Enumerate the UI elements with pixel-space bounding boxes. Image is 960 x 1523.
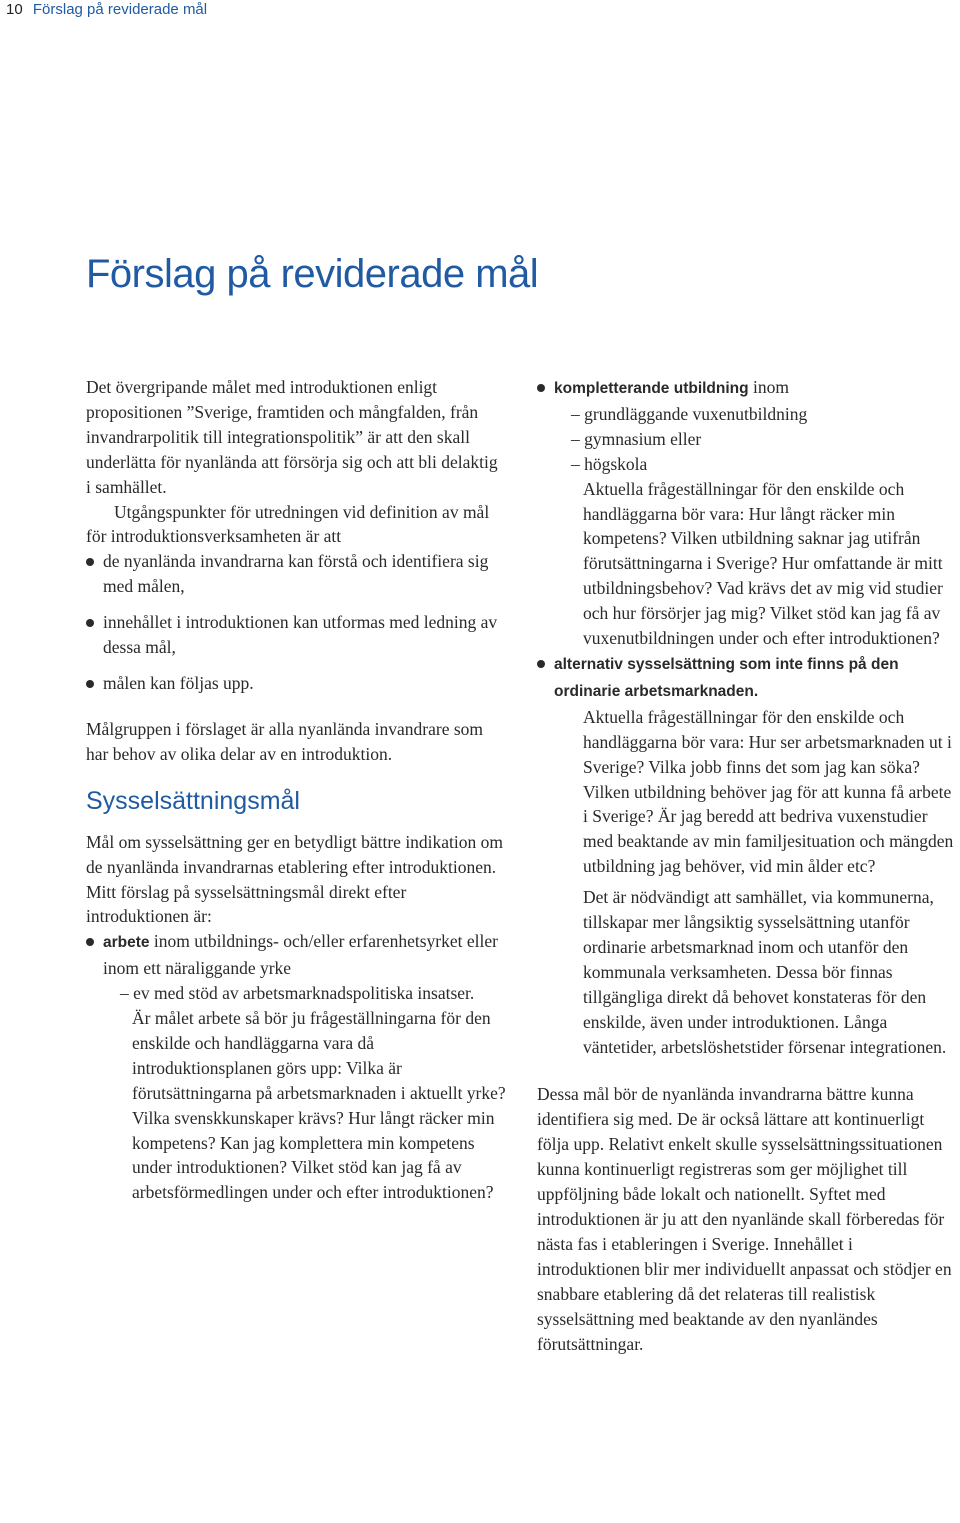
education-dash-item: – gymnasium eller [571,428,702,449]
running-header [6,0,207,22]
education-dash-item: – högskola [571,453,648,474]
list-item: innehållet i introduktionen kan utformas med ledning av dessa mål, [86,610,506,660]
premise-paragraph: Utgångspunkter för utredningen vid definition av mål för introduktionsverksamheten är att [86,501,490,547]
goal-list-continued [537,375,957,1059]
list-item-alternative [537,651,957,1060]
work-label: arbete [103,934,150,952]
education-label: kompletterande utbildning [554,380,749,397]
alternative-necessity: Det är nödvändigt att samhället, via kommunerna, tillskapar mer långsiktig sysselsättning utanför ordinarie arbetsmarknad inom och utanför den kommunala verksamheten. Dessa bör finnas tillgängliga direkt då behovet konstateras för den enskilde, även under introduktionen. Långa väntetider, arbetslöshetstider försenar integrationen. [583,887,947,1057]
list-item-work [86,929,506,1205]
alternative-label: alternativ sysselsättning som inte finns på den ordinarie arbetsmarknaden. [554,655,899,700]
running-title: Förslag på reviderade mål [32,1,208,18]
education-text: inom [748,377,789,397]
premise-list [86,549,506,696]
goal-list [86,929,506,1205]
work-text: inom utbildnings- och/eller erfarenhetsyrket eller inom ett näraliggande yrke [103,931,498,979]
closing-paragraph: Dessa mål bör de nyanlända invandrarna bättre kunna identifiera sig med. De är också lättare att kontinuerligt följa upp. Relativt enkelt skulle sysselsättningssituationen kunna kontinuerligt registreras som ger möjlighet till uppföljning både lokalt och nationellt. Syftet med introduktionen är ju att den nyanlände skall förberedas för nästa fas i etableringen i Sverige. Innehållet i introduktionen blir mer individuellt anpassat och stödjer en snabbare etablering då det relateras till realistisk sysselsättning med beaktande av den nyanländes förutsättningar. [537,1084,952,1354]
education-questions: Aktuella frågeställningar för den enskilde och handläggarna bör vara: Hur långt räcker min kompetens? Vilken utbildning saknar jag utifrån förutsättningarna i Sverige? Hur omfattande är mitt utbildningsbehov? Vad krävs det av mig vid studier och hur försörjer jag mig? Vilket stöd kan jag få av vuxenutbildningen under och efter introduktionen? [583,478,943,649]
page-number: 10 [6,1,23,18]
work-dash-item: – ev med stöd av arbetsmarknadspolitiska insatser. [120,983,475,1004]
intro-paragraph: Det övergripande målet med introduktionen enligt propositionen ”Sverige, framtiden och mångfalden, från invandrarpolitik till integrationspolitik” är att den skall underlätta för nyanlända att försörja sig och att bli delaktig i samhället. [86,377,498,497]
target-group-paragraph: Målgruppen i förslaget är alla nyanlända invandrare som har behov av olika delar av en introduktion. [86,718,484,764]
section-heading: Sysselsättningsmål [86,786,300,815]
left-column [86,375,506,1205]
list-item: målen kan följas upp. [86,671,506,696]
page-title: Förslag på reviderade mål [86,252,539,296]
right-column [537,375,957,1356]
list-item: de nyanlända invandrarna kan förstå och identifiera sig med målen, [86,549,506,599]
work-questions: Är målet arbete så bör ju frågeställningarna för den enskilde och handläggarna vara då introduktionsplanen görs upp: Vilka är förutsättningarna på arbetsmarknaden i aktuellt yrke? Vilka svenskkunskaper krävs? Hur långt räcker min kompetens? Kan jag komplettera min kompetens under introduktionen? Vilket stöd kan jag få av arbetsförmedlingen under och efter introduktionen? [132,1008,506,1203]
list-item-education [537,375,957,651]
education-dash-item: – grundläggande vuxenutbildning [571,403,808,424]
section-intro-paragraph: Mål om sysselsättning ger en betydligt bättre indikation om de nyanlända invandrarnas etablering efter introduktionen. Mitt förslag på sysselsättningsmål direkt efter introduktionen är: [86,831,504,927]
alternative-questions: Aktuella frågeställningar för den enskilde och handläggarna bör vara: Hur ser arbetsmarknaden ut i Sverige? Vilka jobb finns det som jag kan söka? Vilken utbildning behöver jag för att kunna få arbete i Sverige? Är jag beredd att bedriva vuxenstudier med beaktande av min familjesituation och mängden utbildning jag behöver, vid min ålder etc? [583,706,954,877]
